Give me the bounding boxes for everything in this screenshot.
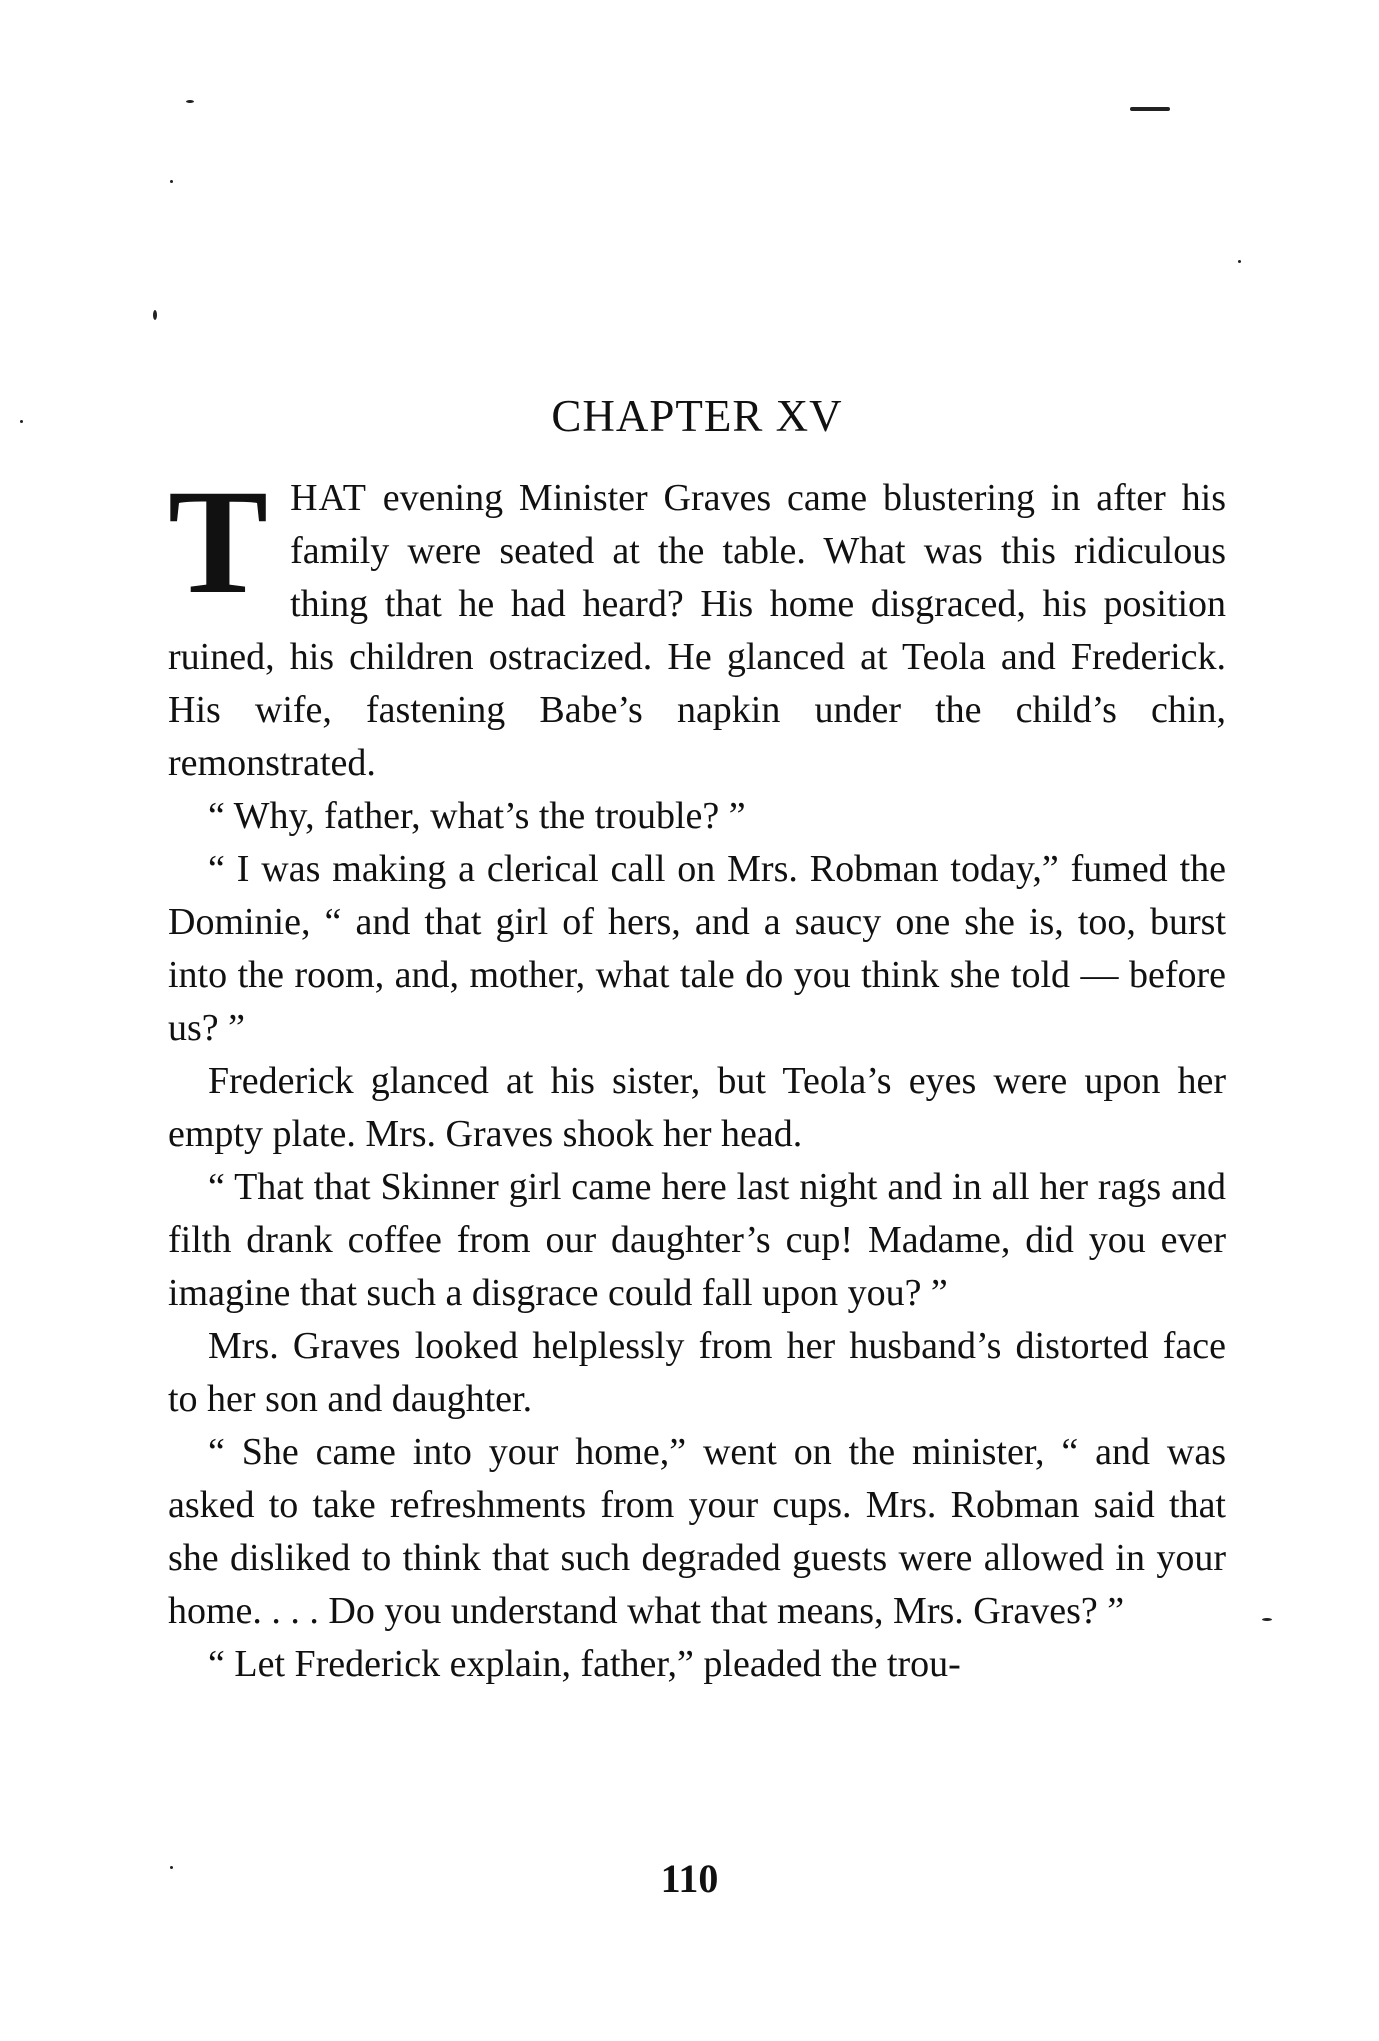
page-number: 110 <box>660 1856 719 1901</box>
scan-speck <box>153 310 157 320</box>
paragraph-8: “ Let Frederick explain, father,” pleaded the trou- <box>208 1643 961 1685</box>
scan-speck <box>186 100 194 103</box>
scan-speck <box>1130 107 1170 111</box>
paragraph-2: “ Why, father, what’s the trouble? ” <box>208 795 746 837</box>
scan-speck <box>170 180 173 183</box>
scan-speck <box>1262 1618 1272 1621</box>
lead-caps: HAT <box>290 477 367 519</box>
drop-cap: T <box>168 459 269 625</box>
paragraph-1 <box>168 459 1226 790</box>
paragraph-3: “ I was making a clerical call on Mrs. Robman today,” fumed the Dominie, “ and that girl of hers, and a saucy one she is, too, burst into the room, and, mother, what tale do you think she told — before us? ” <box>168 848 1226 1049</box>
paragraph-5: “ That that Skinner girl came here last night and in all her rags and filth drank coffee from our daughter’s cup! Madame, did you ever imagine that such a disgrace could fall upon you? ” <box>168 1166 1226 1314</box>
paragraph-6: Mrs. Graves looked helplessly from her husband’s distorted face to her son and daughter. <box>168 1325 1226 1420</box>
paragraph-text: evening Minister Graves came blustering in after his family were seated at the table. What was this ridiculous thing that he had heard? His home disgraced, his position ruined, his children ostracized. He glanced at Teola and Frederick. His wife, fastening Babe’s napkin under the child’s chin, remonstrated. <box>168 477 1226 784</box>
paragraph-7: “ She came into your home,” went on the minister, “ and was asked to take refreshments from your cups. Mrs. Robman said that she disliked to think that such degraded guests were allowed in your home. . . . Do you understand what that means, Mrs. Graves? ” <box>168 1431 1226 1632</box>
scan-speck <box>1238 260 1241 263</box>
scan-speck <box>20 420 23 423</box>
chapter-title: CHAPTER XV <box>551 391 843 441</box>
paragraph-4: Frederick glanced at his sister, but Teola’s eyes were upon her empty plate. Mrs. Graves shook her head. <box>168 1060 1226 1155</box>
page-body <box>168 390 1226 1691</box>
